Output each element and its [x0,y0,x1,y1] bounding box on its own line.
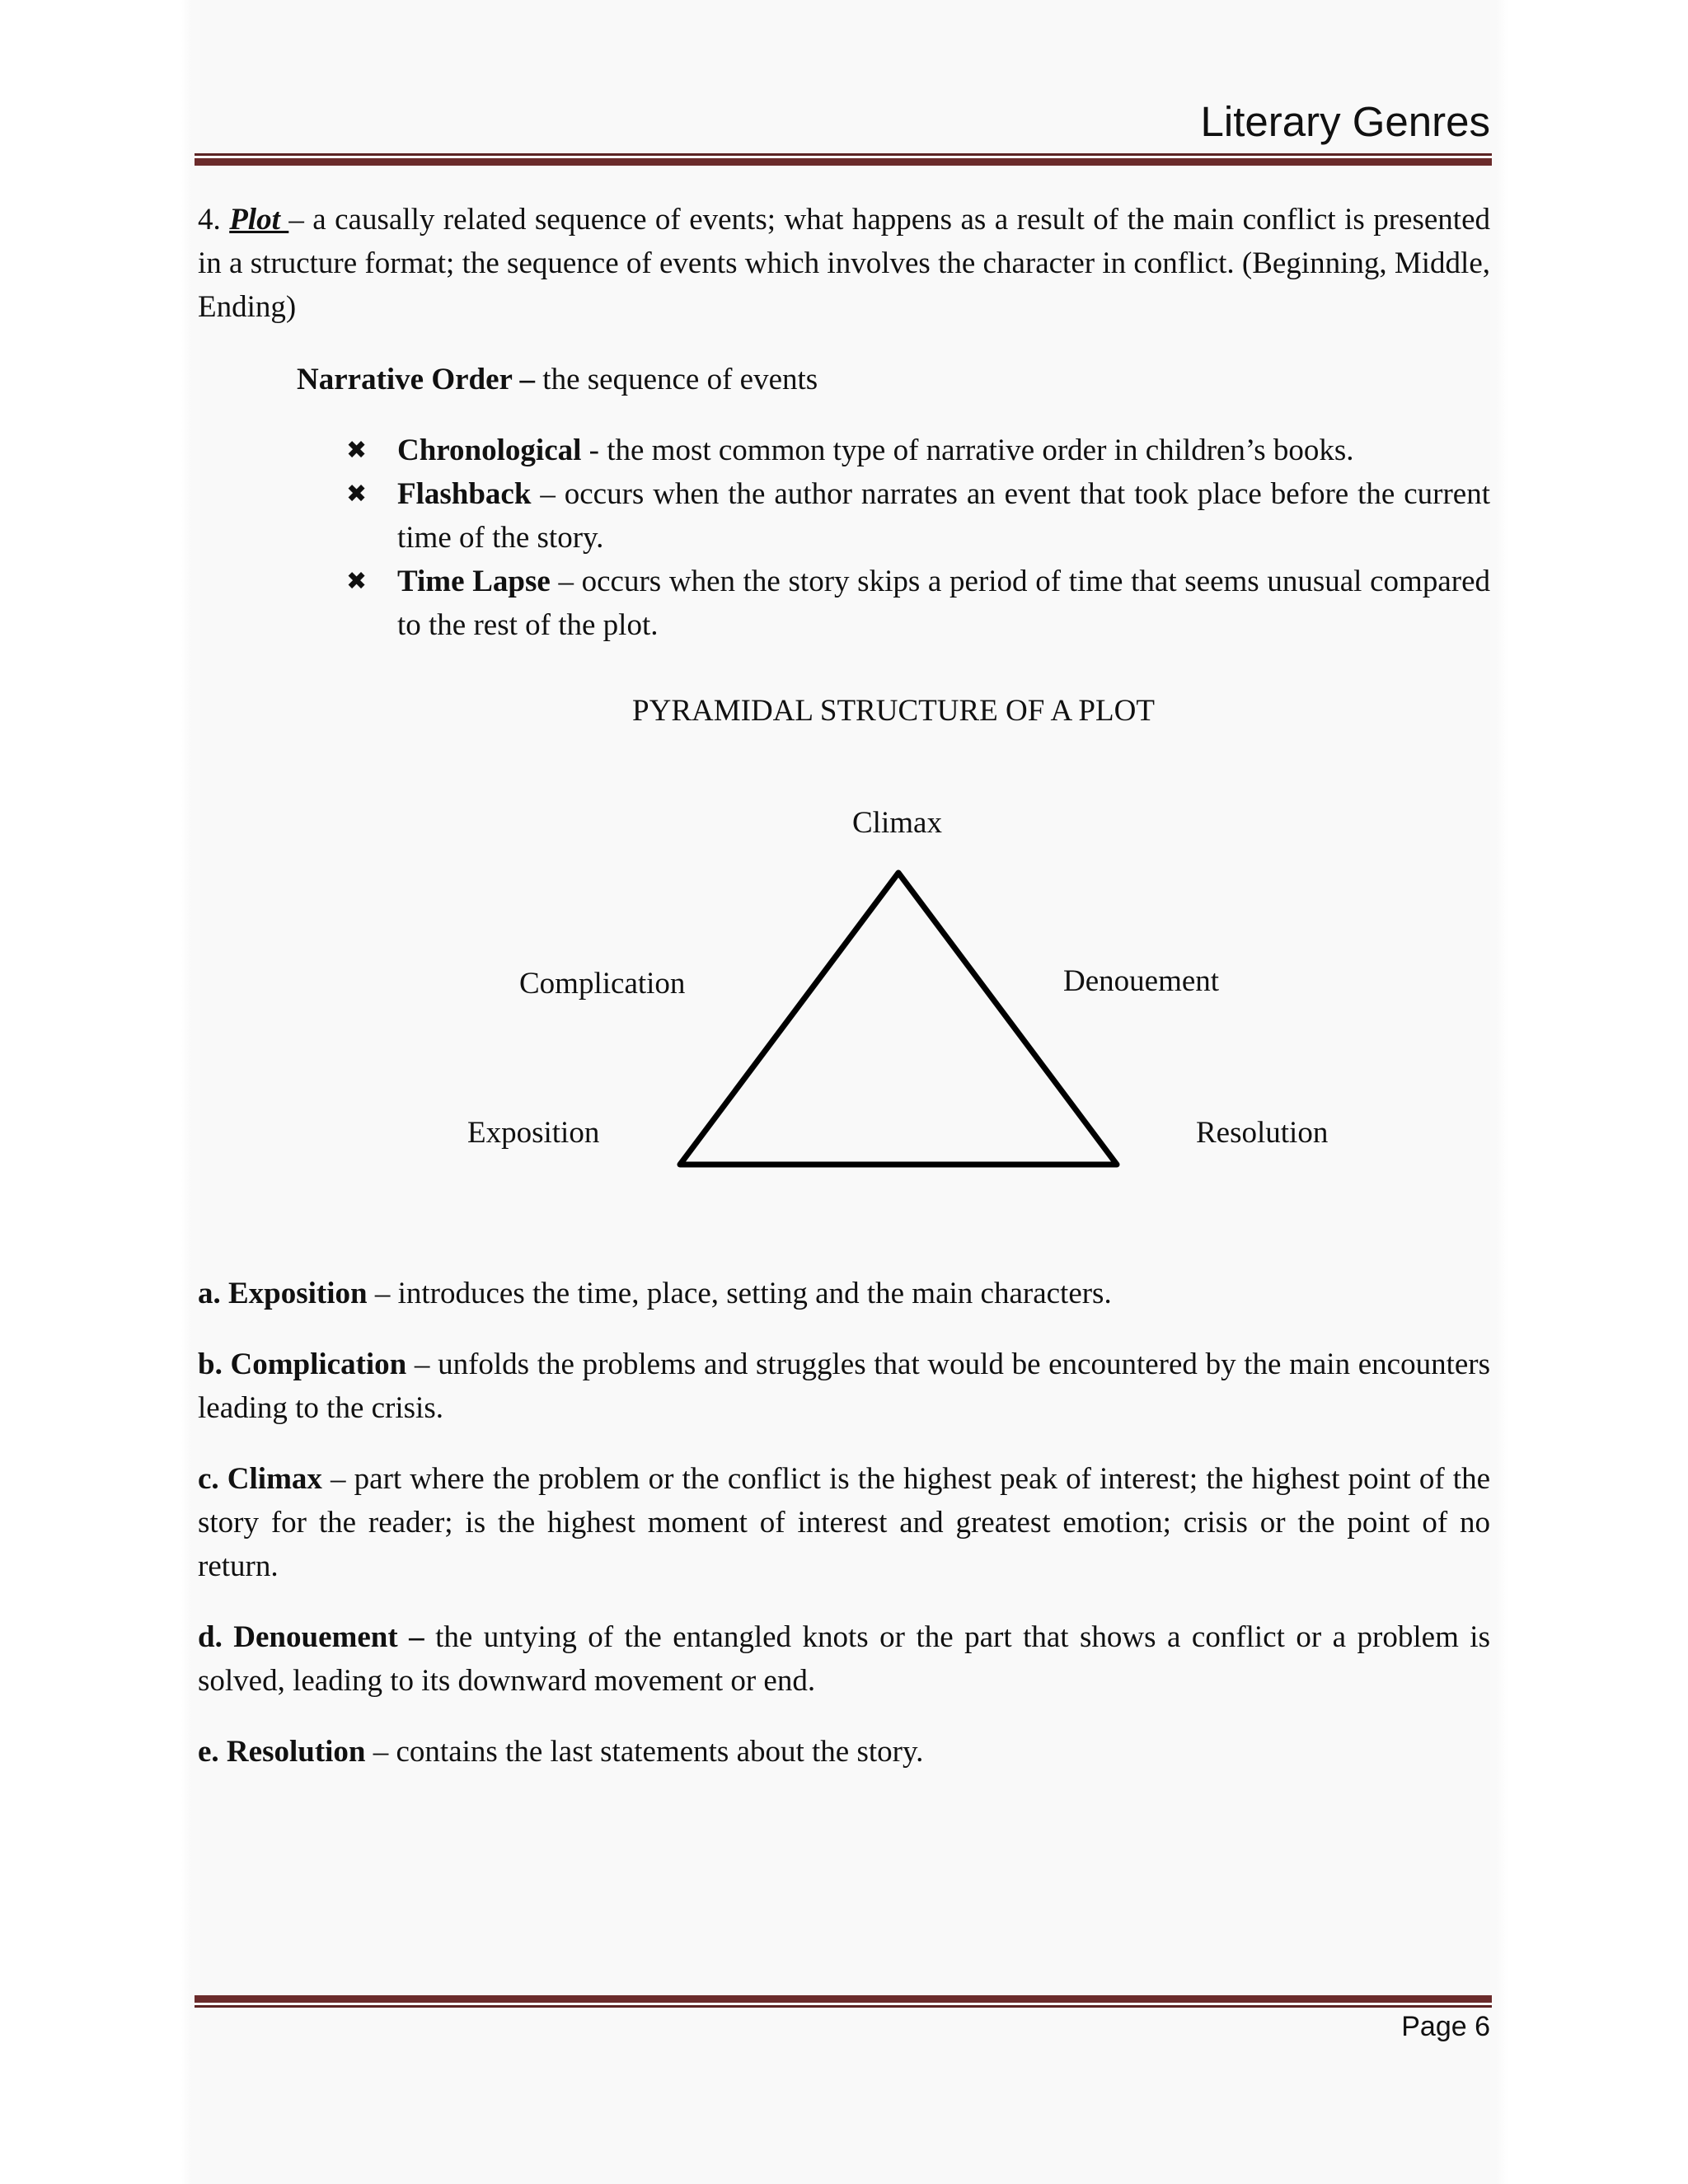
definition-text: – unfolds the problems and struggles that would be encountered by the main encounters leading to the crisis. [198,1347,1490,1425]
x-bullet-icon: ✖ [346,480,368,509]
list-item-text: - the most common type of narrative order in children’s books. [581,434,1354,467]
definition-complication [198,1343,1490,1430]
narrative-order-term: Narrative Order – [297,363,536,396]
definition-term: e. Resolution [198,1735,366,1769]
definition-term: c. Climax [198,1462,322,1496]
definition-term: d. Denouement – [198,1620,424,1654]
definition-term: b. Complication [198,1347,407,1381]
plot-definition: – a causally related sequence of events; what happens as a result of the main conflict is presented in a structure format; the sequence of events which involves the character in conflict. (Beginning, Middle, Ending) [198,203,1490,324]
definition-denouement [198,1615,1490,1703]
label-denouement: Denouement [1063,964,1220,998]
running-header-title: Literary Genres [1200,98,1490,145]
definition-term: a. Exposition [198,1277,368,1310]
list-item-text: – occurs when the story skips a period of time that seems unusual compared to the rest of the plot. [397,565,1490,642]
footer-rule-thick [195,1995,1492,2003]
label-resolution: Resolution [1196,1116,1329,1150]
page-number: Page 6 [1401,2011,1490,2042]
list-item-term: Time Lapse [397,565,551,598]
plot-number: 4. [198,203,221,237]
definition-exposition [198,1272,1490,1315]
narrative-order-definition: the sequence of events [535,363,818,396]
definition-climax [198,1457,1490,1588]
footer-rule-thin [195,2005,1492,2008]
list-item-text: – occurs when the author narrates an event that took place before the current time of the story. [397,477,1490,555]
x-bullet-icon: ✖ [346,436,368,465]
definition-text: – introduces the time, place, setting and the main characters. [367,1277,1112,1310]
label-climax: Climax [852,806,942,840]
list-item-term: Chronological [397,434,582,467]
definition-text: – contains the last statements about the story. [365,1735,924,1769]
x-bullet-icon: ✖ [346,567,368,596]
list-item-term: Flashback [397,477,532,511]
label-complication: Complication [519,967,686,1001]
label-exposition: Exposition [467,1116,600,1150]
definition-resolution [198,1730,1490,1774]
plot-term: Plot [229,203,289,237]
pyramid-triangle [680,873,1117,1165]
definition-text: the untying of the entangled knots or the part that shows a conflict or a problem is solved, leading to its downward movement or end. [198,1620,1490,1698]
diagram-title: PYRAMIDAL STRUCTURE OF A PLOT [632,694,1155,728]
definition-text: – part where the problem or the conflict is the highest peak of interest; the highest point of the story for the reader; is the highest moment of interest and greatest emotion; crisis or the point of no return. [198,1462,1490,1583]
